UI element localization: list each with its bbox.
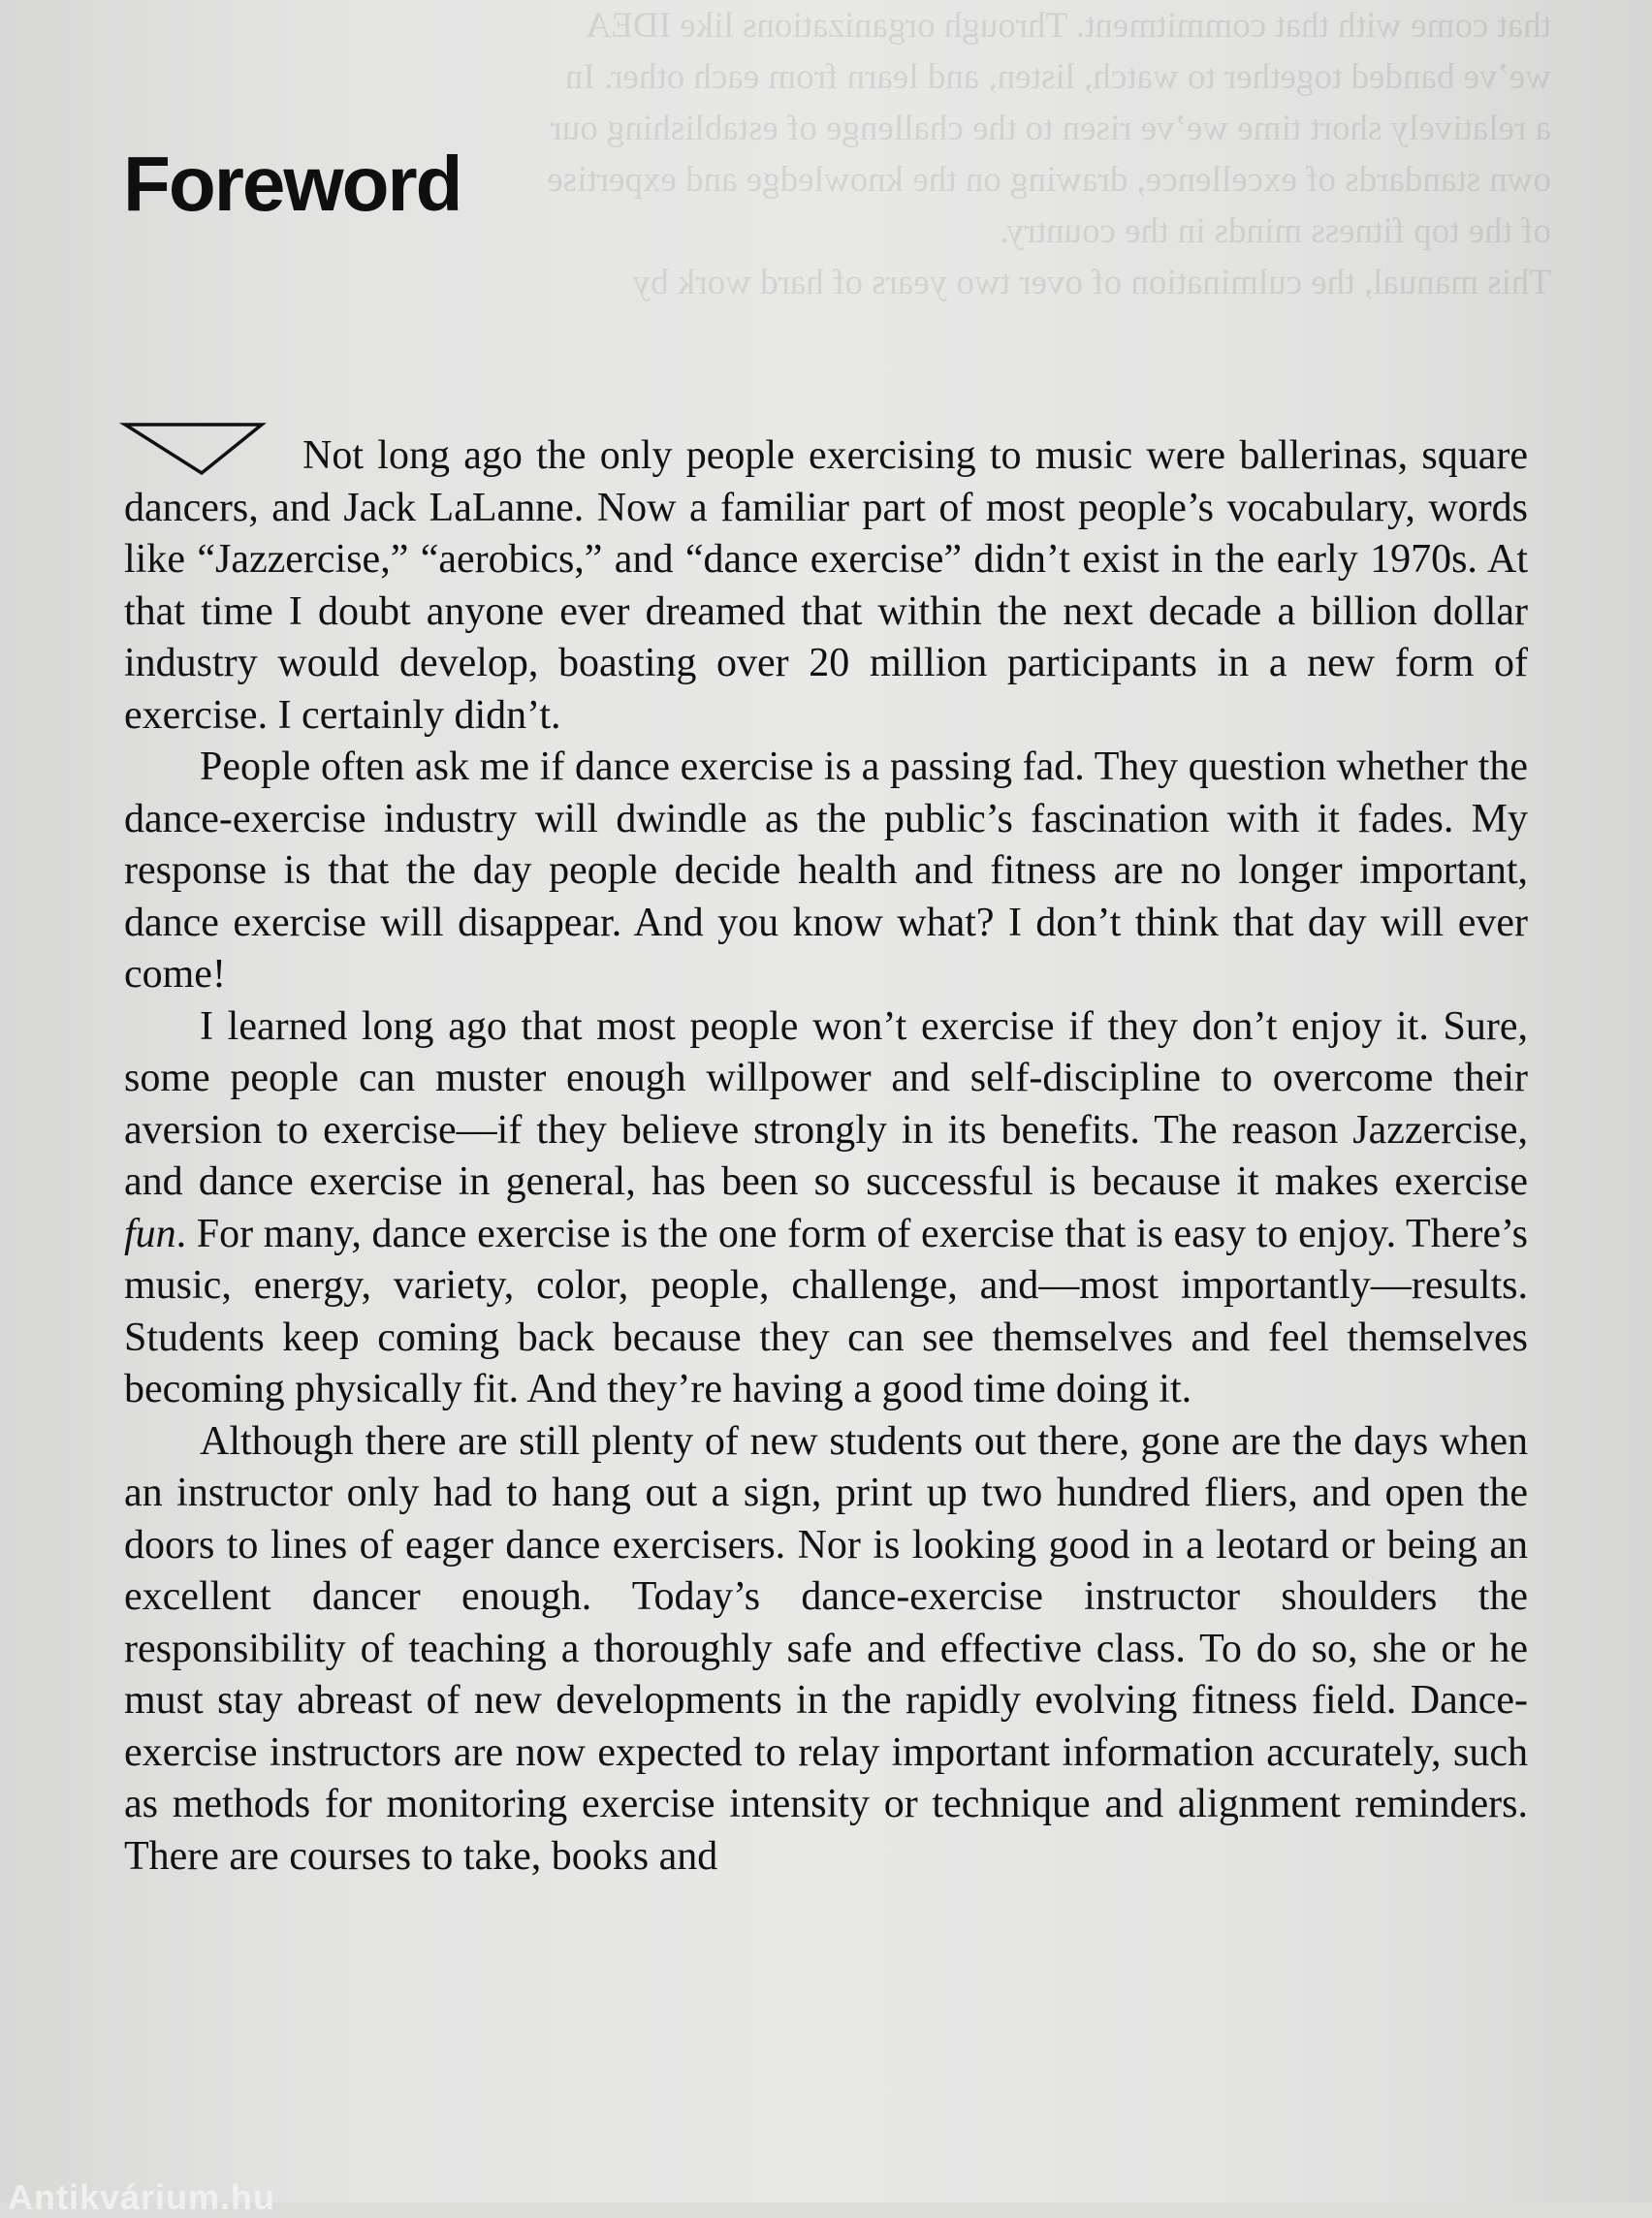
bleed-through-line: a relatively short time we’ve risen to the challenge of establishing our xyxy=(550,109,1551,148)
paragraph-1: Not long ago the only people exercising to music were ballerinas, square dancers, and Jack LaLanne. Now a familiar part of most people’s vocabulary, words like “Jazzercise,” “aerobics,” and “dance exercise” didn’t exist in the early 1970s. At that time I doubt anyone ever dreamed that within the next decade a billion dollar industry would develop, boasting over 20 million participants in a new form of exercise. I certainly didn’t. xyxy=(124,433,1528,738)
paragraph-3-start: I learned long ago that most people won’t exercise if they don’t enjoy it. Sure, some people can muster enough willpower and self-discipline to overcome their aversion to exercise—if they believe strongly in its benefits. The reason Jazzercise, and dance exercise in general, has been so successful is because it makes exercise xyxy=(124,1003,1528,1204)
watermark-text: Antikvárium.hu xyxy=(8,2177,276,2217)
paragraph-4: Although there are still plenty of new students out there, gone are the days when an instructor only had to hang out a sign, print up two hundred fliers, and open the doors to lines of eager dance exercisers. Nor is looking good in a leotard or being an excellent dancer enough. Today’s dance-exercise instructor shoulders the responsibility of teaching a thoroughly safe and effective class. To do so, she or he must stay abreast of new developments in the rapidly evolving fitness field. Dance-exercise instructors are now expected to relay important information accurately, such as methods for monitoring exercise intensity or technique and alignment reminders. There are courses to take, books and xyxy=(124,1418,1528,1879)
bleed-through-line: own standards of excellence, drawing on the knowledge and expertise xyxy=(547,160,1551,200)
page-title: Foreword xyxy=(123,141,461,227)
foreword-body xyxy=(124,430,1528,1883)
bleed-through-line: This manual, the culmination of over two years of hard work by xyxy=(632,263,1551,302)
paragraph-3 xyxy=(124,1001,1528,1416)
bleed-through-line: of the top fitness minds in the country. xyxy=(1000,211,1551,251)
bleed-through-line: we’ve banded together to watch, listen, and learn from each other. In xyxy=(564,57,1551,97)
paragraph-2: People often ask me if dance exercise is a passing fad. They question whether the dance-exercise industry will dwindle as the public’s fascination with it fades. My response is that the day people decide health and fitness are no longer important, dance exercise will disappear. And you know what? I don’t think that day will ever come! xyxy=(124,745,1528,997)
paragraph-3-end: . For many, dance exercise is the one form of exercise that is easy to enjoy. There’s music, energy, variety, color, people, challenge, and—most importantly—results. Students keep coming back because they can see themselves and feel themselves becoming physically fit. And they’re having a good time doing it. xyxy=(124,1211,1528,1411)
bleed-through-text xyxy=(547,0,1551,310)
emphasized-word: fun xyxy=(124,1211,176,1256)
bleed-through-line: that come with that commitment. Through organizations like IDEA xyxy=(585,6,1551,46)
